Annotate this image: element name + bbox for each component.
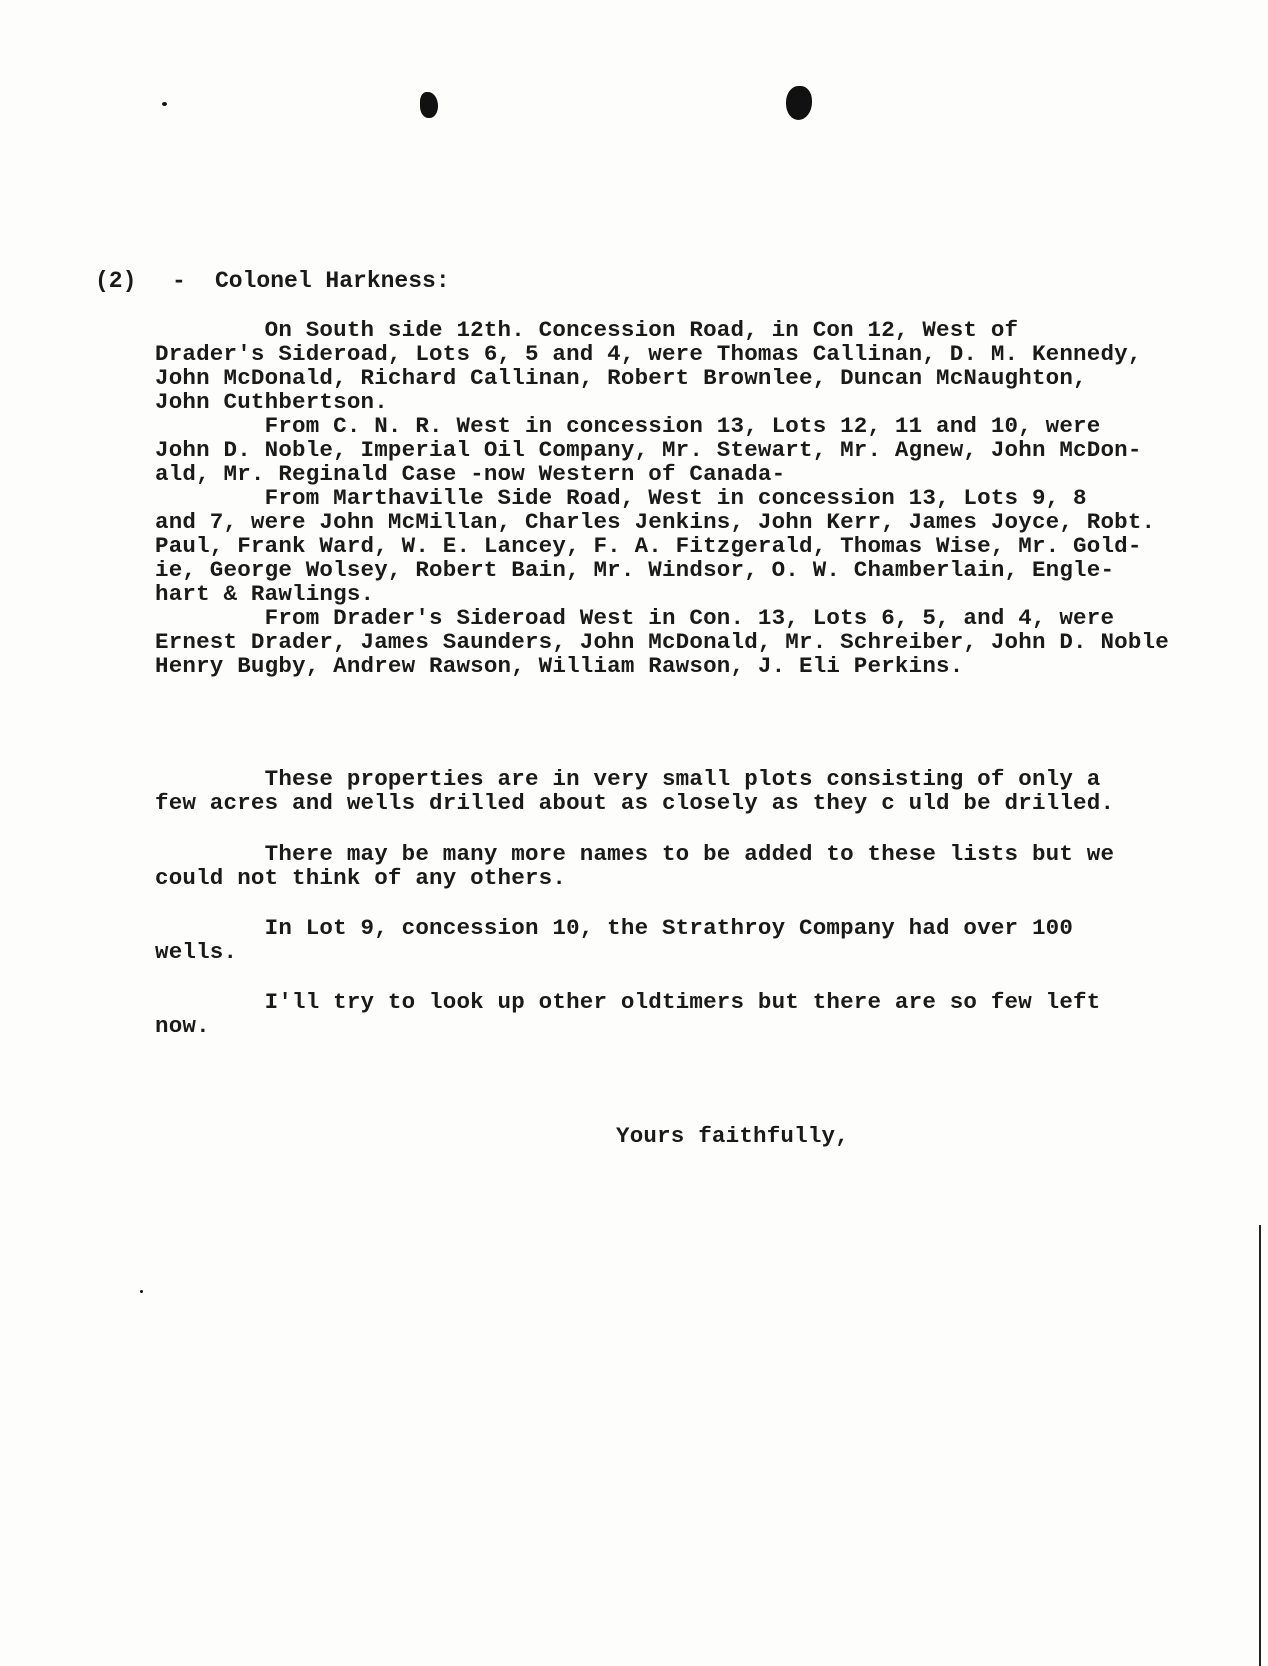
text-line: Henry Bugby, Andrew Rawson, William Rawson, J. Eli Perkins. — [155, 653, 964, 679]
section-number: (2) — [95, 268, 137, 294]
scan-edge-line — [1259, 1225, 1261, 1666]
text-line: could not think of any others. — [155, 865, 567, 891]
text-line: John D. Noble, Imperial Oil Company, Mr. Stewart, Mr. Agnew, John McDon- — [155, 437, 1142, 463]
text-line: From C. N. R. West in concession 13, Lots 12, 11 and 10, were — [155, 413, 1101, 439]
text-line: hart & Rawlings. — [155, 581, 375, 607]
text-line: wells. — [155, 939, 238, 965]
text-line: On South side 12th. Concession Road, in Con 12, West of — [155, 317, 1019, 343]
ink-speck — [140, 1290, 143, 1293]
section-dash: - — [172, 268, 186, 294]
text-line: Paul, Frank Ward, W. E. Lancey, F. A. Fitzgerald, Thomas Wise, Mr. Gold- — [155, 533, 1142, 559]
ink-blot-right — [786, 86, 812, 120]
text-line: In Lot 9, concession 10, the Strathroy Company had over 100 — [155, 915, 1074, 941]
text-line: John Cuthbertson. — [155, 389, 388, 415]
text-line: ie, George Wolsey, Robert Bain, Mr. Windsor, O. W. Chamberlain, Engle- — [155, 557, 1115, 583]
text-line: Drader's Sideroad, Lots 6, 5 and 4, were Thomas Callinan, D. M. Kennedy, — [155, 341, 1142, 367]
text-line: From Drader's Sideroad West in Con. 13, Lots 6, 5, and 4, were — [155, 605, 1115, 631]
text-line: now. — [155, 1013, 210, 1039]
addressee-name: Colonel Harkness: — [215, 268, 450, 294]
text-line: These properties are in very small plots consisting of only a — [155, 766, 1101, 792]
ink-blot-left — [420, 92, 438, 118]
text-line: There may be many more names to be added to these lists but we — [155, 841, 1115, 867]
closing: Yours faithfully, — [616, 1123, 849, 1149]
text-line: ald, Mr. Reginald Case -now Western of Canada- — [155, 461, 786, 487]
text-line: I'll try to look up other oldtimers but there are so few left — [155, 989, 1101, 1015]
ink-speck — [162, 102, 167, 106]
text-line: and 7, were John McMillan, Charles Jenkins, John Kerr, James Joyce, Robt. — [155, 509, 1156, 535]
text-line: John McDonald, Richard Callinan, Robert Brownlee, Duncan McNaughton, — [155, 365, 1087, 391]
text-line: Ernest Drader, James Saunders, John McDonald, Mr. Schreiber, John D. Noble — [155, 629, 1169, 655]
text-line: few acres and wells drilled about as closely as they c uld be drilled. — [155, 790, 1115, 816]
text-line: From Marthaville Side Road, West in concession 13, Lots 9, 8 — [155, 485, 1087, 511]
